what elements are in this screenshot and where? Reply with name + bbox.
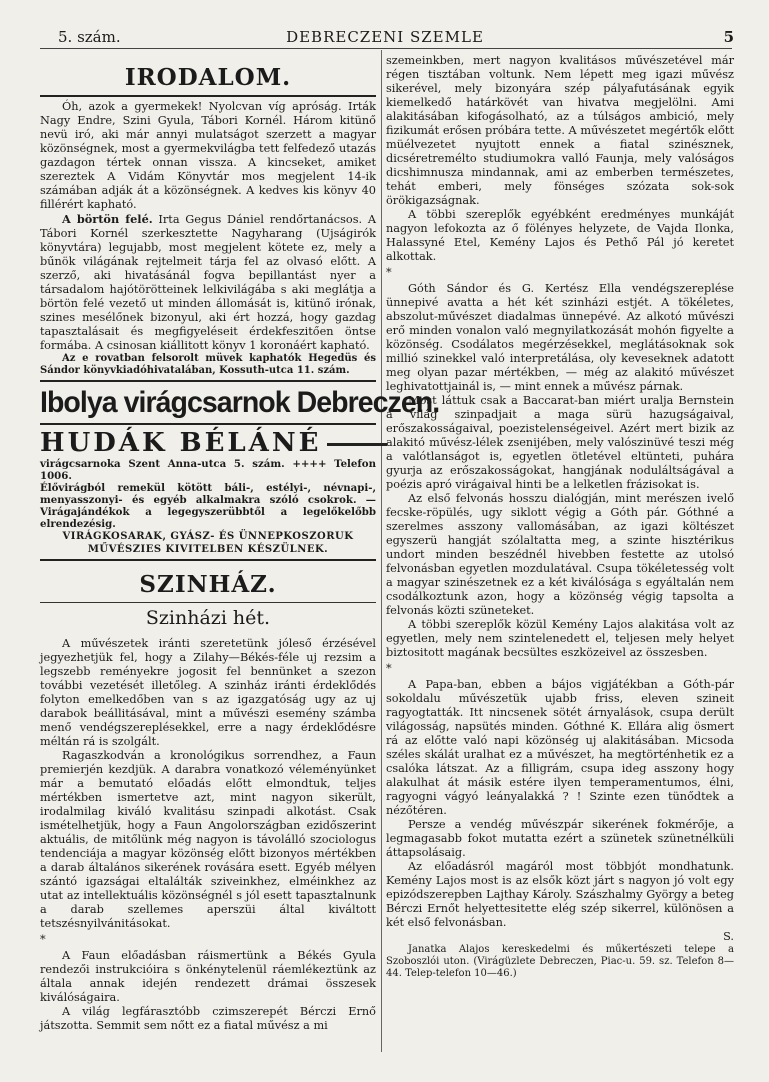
right-column bbox=[386, 54, 734, 1072]
page-header bbox=[40, 22, 734, 48]
journal-title: DEBRECZENI SZEMLE bbox=[286, 28, 484, 46]
article-lead: A börtön felé. bbox=[62, 212, 153, 226]
ad-description: Élővirágból remekül kötött báli-, estélyi-, névnapi-, menyasszonyi- és egyéb alkalmakra szóló csokrok. — Virágajándékok a legegyszerübbtől a legelőkelőbb elrendezésig. bbox=[40, 482, 376, 530]
header-rule bbox=[40, 48, 732, 49]
irodalom-heading: IRODALOM. bbox=[124, 64, 292, 91]
janatka-ad: Janatka Alajos kereskedelmi és műkertészeti telepe a Szoboszlói uton. (Virágüzlete Debreczen, Piac-u. 59. sz. Telefon 8—44. Telep-telefon 10—46.) bbox=[386, 944, 734, 979]
separator-star: * bbox=[386, 662, 392, 675]
separator-star: * bbox=[40, 933, 46, 946]
article-text: Irta Gegus Dániel rendőrtanácsos. A Tábori Kornél szerkesztette Nagyharang (Ujságirók könyvtára) legujabb, most megjelent kötete ez, mely a bűnök világának rejtelmeit tárja fel az olvasó előtt. A szerző, aki hivatásánál fogva bepillantást nyer a társadalom hajótörötteinek lelkivilágába s aki meglátja a börtön felé vezető ut minden állomását is, kitünő irónak, szines mesélőnek bizonyul, aki ért hozzá, hogy gazdag tapasztalásait és megfigyeléseit érdekfeszitően öntse formába. A csinosan kiállitott könyv 1 koronáért kapható. bbox=[40, 213, 376, 352]
ad-hudak-title bbox=[40, 428, 376, 458]
page-number: 5 bbox=[723, 28, 734, 46]
szinhaz-heading: SZINHÁZ. bbox=[139, 571, 277, 598]
column-divider bbox=[381, 50, 382, 1052]
article-paragraph: A többi szereplők egyébként eredményes munkáját nagyon lefokozta az ő fölényes helyzete, de Vajda Ilonka, Halassyné Etel, Kemény Lajos és Pethő Pál jó keretet alkottak. bbox=[386, 208, 734, 263]
article-paragraph: A Papa-ban, ebben a bájos vigjátékban a Góth-pár sokoldalu művészetük ujabb friss, eleven szineit ragyogtatták. Itt nincsenek sötét árnyalások, csupa derült világosság, napsütés minden. Góthné K. Ellára alig ösmert rá az előtte való napi közönség uj alakitásában. Micsoda széles skálát uralhat ez a művészet, ha megtörténhetik ez a csalóka látszat. Az a filligrám, csupa ideg asszony hogy alakulhat át másik estére ilyen temperamentumos, élni, ragyogni vágyó leányalakká ? ! Szinte ezen tünődtek a nézőtéren. bbox=[386, 678, 734, 817]
ad-address: virágcsarnoka Szent Anna-utca 5. szám. ++++ Telefon 1006. bbox=[40, 458, 376, 482]
ad-caps: VIRÁGKOSARAK, GYÁSZ- ÉS ÜNNEPKOSZORUK MŰVÉSZIES KIVITELBEN KÉSZÜLNEK. bbox=[62, 531, 354, 555]
article-paragraph: A többi szereplők közül Kemény Lajos alakitása volt az egyetlen, mely nem szintelenedett el, teljesen mely helyet biztositott magának becsültes eszközeivel az összesben. bbox=[386, 618, 734, 659]
ad-ibolya-title: Ibolya virágcsarnok Debreczen. bbox=[40, 386, 440, 419]
szinhazi-het-heading: Szinházi hét. bbox=[145, 607, 271, 629]
issue-number: 5. szám. bbox=[58, 28, 121, 46]
article-paragraph: Ragaszkodván a kronológikus sorrendhez, a Faun premierjén kezdjük. A darabra vonatkozó véleményünket már a bemutató előadás előtt elmondtuk, teljes mértékben ismertetve azt, mint nagyon sikerült, irodalmilag kiváló kvalitásu szinpadi alkotást. Csak ismételhetjük, hogy a Faun Angolországban ezidőszerint aktuális, de mitőlünk még nagyon is távolálló szociologus tendenciája a magyar közönség előtt bizonyos mértékben a darab általános sikerének rovására esett. Egyéb mélyen szántó igazságai eltalálták sziveinkhez, elméinkhez az utat az intellektuális közönségnél s jól esett tapasztalnunk a darab szellemes aperszüi által kiváltott tetszésnyilvánitásokat. bbox=[40, 749, 376, 930]
section-rule bbox=[40, 423, 376, 425]
article-paragraph: A világ legfárasztóbb czimszerepét Bérczi Ernő játszotta. Semmit sem nőtt ez a fiatal művész a mi bbox=[40, 1005, 376, 1032]
left-column bbox=[40, 54, 440, 1072]
article-paragraph: Az első felvonás hosszu dialógján, mint merészen ivelő fecske-röpülés, ugy siklott végig a Góth pár. Góthné a szerelmes asszony vallomásában, az igazi költészet egyszerü hangját szólaltatta meg, a szinte hisztérikus undort minden beszédnél hivebben festette az utolsó felvonásban egyetlen mozdulatával. Csupa tökéletesség volt a magyar szinészetnek ez a két kiválósága s egyáltalán nem csodálkoztunk azon, hogy a közönség végig tapsolta a felvonás közti szüneteket. bbox=[386, 492, 734, 617]
article-paragraph: A művészetek iránti szeretetünk jóleső érzésével jegyezhetjük fel, hogy a Zilahy—Békés-féle uj rezsim a legszebb reményekre jogosit fel bennünket a szezon további vezetését illetőleg. A szinház iránti érdeklődés folyton emelkedőben van s az igazgatóság ugy az uj darabok beállitásával, mint a művészi esemény számba menő vendégszereplésekkel, erre a nagy érdeklődésre méltán rá is szolgált. bbox=[40, 637, 376, 748]
article-paragraph: Persze a vendég művészpár sikerének fokmérője, a legmagasabb fokot mutatta ezért a szünetek szünetnélküli áttapsolásaig. bbox=[386, 818, 734, 859]
bookshop-note: Az e rovatban felsorolt müvek kaphatók Hegedüs és Sándor könyvkiadóhivatalában, Kossuth-utca 11. szám. bbox=[40, 353, 376, 376]
separator-star: * bbox=[386, 266, 392, 279]
article-paragraph: Góth Sándor és G. Kertész Ella vendégszereplése ünnepivé avatta a hét két szinházi estjét. A tökéletes, abszolut-művészet diadalmas ünnepévé. Az alkotó művészi erő minden vonalon való megnyilatkozását mohón figyelte a közönség. Csodálatos megérzésekkel, meglátásoknak sok millió szinekkel való interpretálása, oly keveseknek adatott meg olyan pazar mértékben, — még az alakitó művészet leghivatottjainál is, — mint ennek a művész párnak. bbox=[386, 282, 734, 393]
swash-ornament bbox=[327, 443, 387, 446]
signature: S. bbox=[723, 930, 734, 943]
section-rule bbox=[40, 602, 376, 603]
article-paragraph bbox=[40, 212, 376, 353]
section-rule bbox=[40, 380, 376, 382]
article-paragraph: A Faun előadásban ráismertünk a Békés Gyula rendezői instrukcióira s önkénytelenül ráemlékeztünk az általa annak idején rendezett drámai összesek kiválóságaira. bbox=[40, 949, 376, 1004]
article-paragraph: Most láttuk csak a Baccarat-ban miért uralja Bernstein a világ szinpadjait a maga sürü hazugságaival, erőszakosságaival, poezistelenségeivel. Azért mert bizik az alakitó művész-lélek zsenijében, mely valószinüvé teszi még a valótlanságot is, egyetlen ötletével eltünteti, puhára gyurja az erőszakosságokat, hangjának noduláltságával a poézis apró virágaival hinti be a lelketlen frázisokat is. bbox=[386, 394, 734, 491]
section-rule bbox=[40, 95, 376, 97]
article-paragraph: Az előadásról magáról most többjót mondhatunk. Kemény Lajos most is az elsők közt járt s nagyon jó volt egy epizódszerepben Lajthay Károly. Szászhalmy György a beteg Bérczi Ernőt helyettesitette elég szép sikerrel, különösen a két első felvonásban. bbox=[386, 860, 734, 929]
section-rule bbox=[40, 559, 376, 561]
ad-hudak-name: HUDÁK BÉLÁNÉ bbox=[40, 428, 322, 458]
article-paragraph: szemeinkben, mert nagyon kvalitásos művészetével már régen tisztában voltunk. Nem lépett meg igazi művész sikerével, mely bizonyára szép pályafutásának egyik kiemelkedő határkövét van hivatva megjelölni. Ami alakitásában kifogásolható, az a túlságos ambició, mely fizikumát erősen próbára tette. A művészetet megértők előtt müélvezetet nyujtott ennek a fiatal szinésznek, dicséretremélto studiumokra valló Faunja, mely valóságos dicshimnusza mindannak, ami az emberben természetes, tehát emberi, mely fönséges szózata sok-sok örökigazságnak. bbox=[386, 54, 734, 207]
article-paragraph: Óh, azok a gyermekek! Nyolcvan víg apróság. Irták Nagy Endre, Szini Gyula, Tábori Kornél. Három kitünő nevü iró, aki már annyi mulatságot szerzett a magyar közönségnek, most a gyermekvilágba tett felfedező utazás gazdagon tértek onnan vissza. A kincseket, amiket szereztek A Vidám Könyvtár mos megjelent 14-ik számában adják át a közönségnek. A kedves kis könyv 40 fillérért kapható. bbox=[40, 100, 376, 211]
